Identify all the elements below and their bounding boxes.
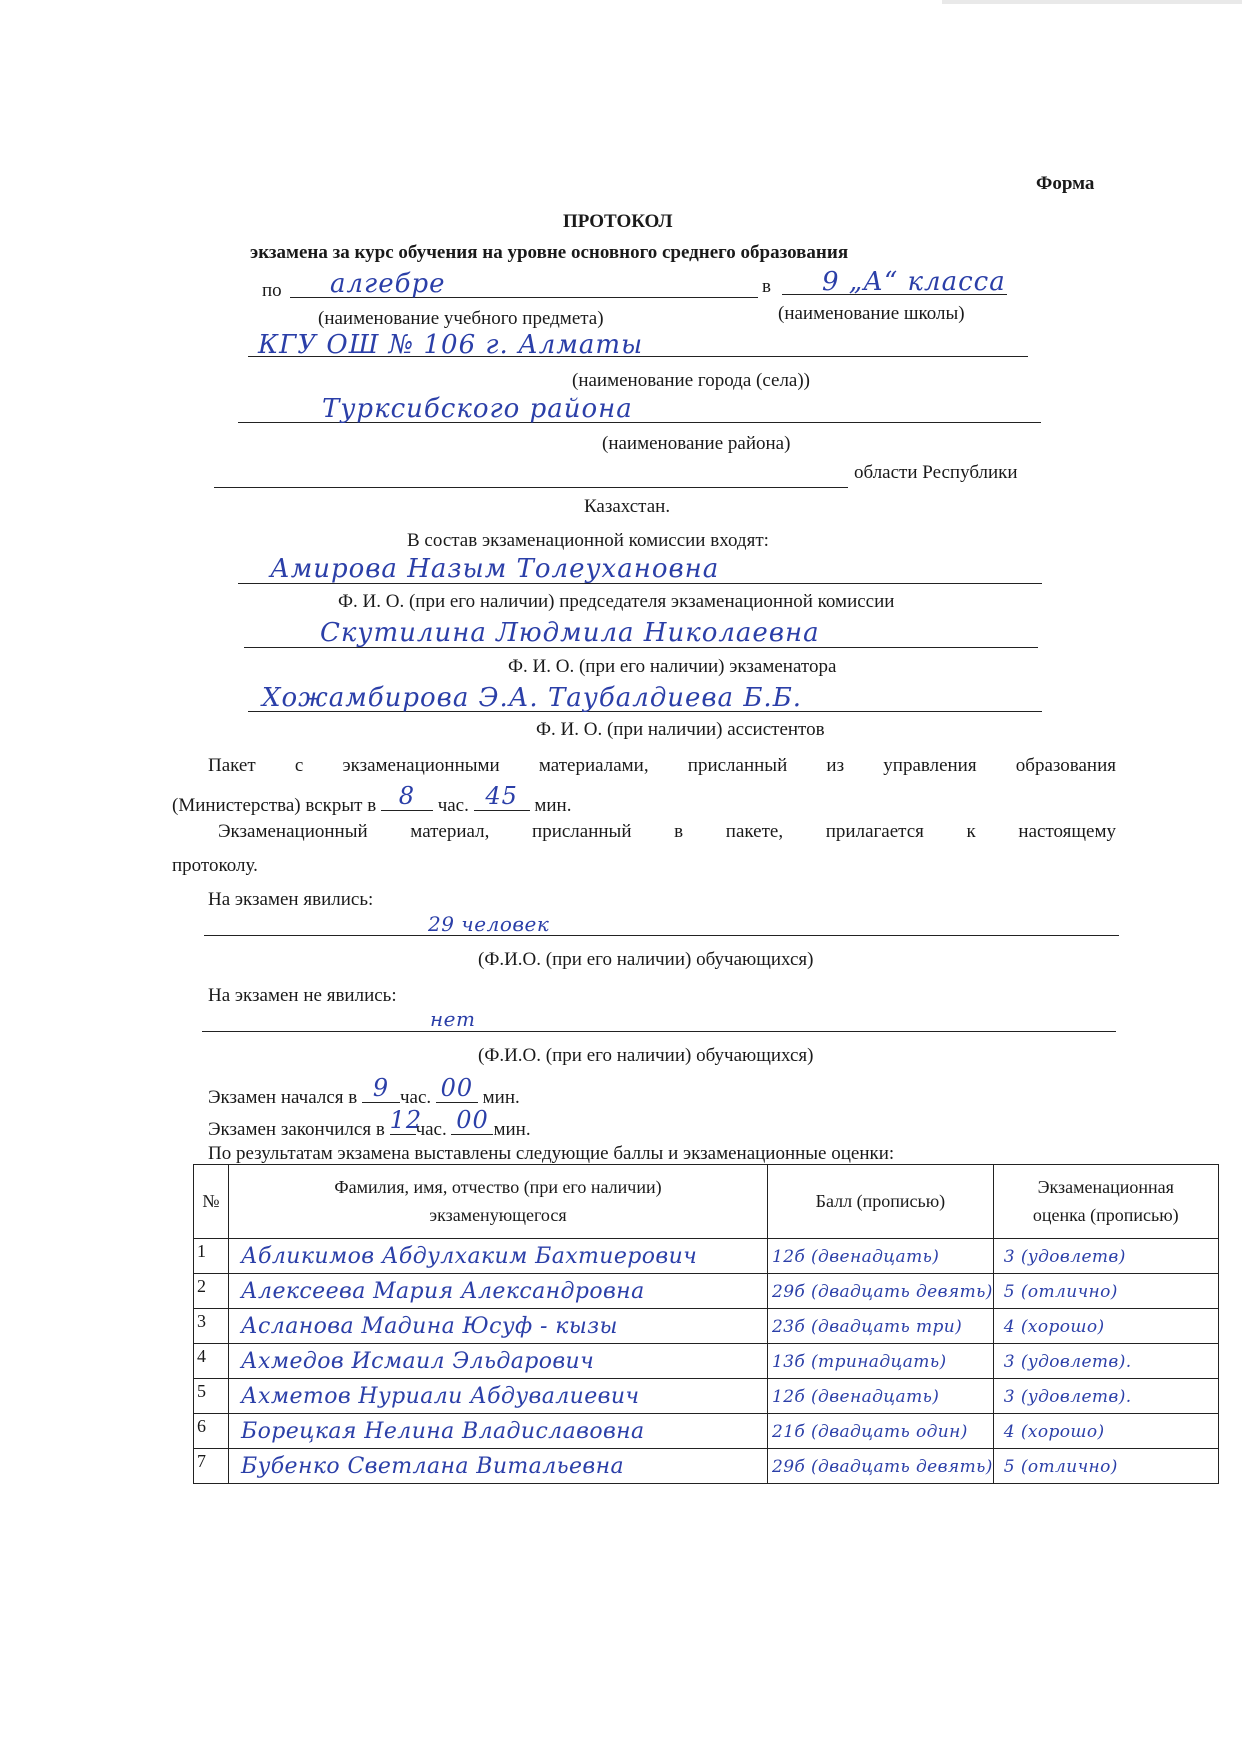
student-name: Ахметов Нуриали Абдувалиевич <box>241 1383 640 1409</box>
attended-label: На экзамен явились: <box>208 889 374 910</box>
results-table <box>193 1164 1219 1484</box>
region-line <box>214 487 848 488</box>
grade-value-cell <box>993 1379 1218 1414</box>
table-row <box>194 1414 1219 1449</box>
row-number-cell <box>194 1379 229 1414</box>
grade-value-cell <box>993 1344 1218 1379</box>
table-row <box>194 1449 1219 1484</box>
class-prefix: в <box>762 276 771 297</box>
end-line <box>208 1106 531 1140</box>
student-name-cell <box>229 1239 768 1274</box>
table-row <box>194 1274 1219 1309</box>
commission-heading: В состав экзаменационной комиссии входят: <box>407 530 769 551</box>
grade-value-cell <box>993 1274 1218 1309</box>
absent-label: На экзамен не явились: <box>208 985 397 1006</box>
package-text-b: час. <box>437 795 469 816</box>
start-text-c: мин. <box>482 1087 520 1108</box>
end-text-c: мин. <box>493 1119 531 1140</box>
row-number-cell <box>194 1449 229 1484</box>
examiner-caption: Ф. И. О. (при его наличии) экзаменатора <box>508 656 837 677</box>
package-hour: 8 <box>398 782 416 810</box>
score-value-cell <box>768 1309 994 1344</box>
school-value: КГУ ОШ № 106 г. Алматы <box>258 330 644 360</box>
assistants-caption: Ф. И. О. (при наличии) ассистентов <box>536 719 825 740</box>
start-text-a: Экзамен начался в <box>208 1087 358 1108</box>
row-number: 5 <box>197 1381 206 1401</box>
absent-value: нет <box>430 1007 476 1031</box>
subject-prefix: по <box>262 280 282 301</box>
start-text-b: час. <box>399 1087 432 1108</box>
row-number: 3 <box>197 1311 206 1331</box>
package-text-a: (Министерства) вскрыт в <box>172 795 377 816</box>
chairman-value: Амирова Назым Толеухановна <box>270 554 720 584</box>
student-name-cell <box>229 1379 768 1414</box>
grade-value-cell <box>993 1309 1218 1344</box>
score-value: 29б (двадцать девять) <box>772 1281 993 1302</box>
student-name: Асланова Мадина Юсуф - кызы <box>241 1313 618 1339</box>
chairman-caption: Ф. И. О. (при его наличии) председателя экзаменационной комиссии <box>338 591 895 612</box>
package-min-blank <box>474 782 530 811</box>
col-no-header: № <box>194 1165 229 1239</box>
row-number: 4 <box>197 1346 206 1366</box>
subject-caption: (наименование учебного предмета) <box>318 308 604 329</box>
student-name-cell <box>229 1309 768 1344</box>
student-name-cell <box>229 1449 768 1484</box>
row-number-cell <box>194 1309 229 1344</box>
row-number: 1 <box>197 1241 206 1261</box>
grade-value: 3 (удовлетв). <box>1003 1386 1132 1407</box>
score-value-cell <box>768 1449 994 1484</box>
grade-value: 5 (отлично) <box>1003 1281 1118 1302</box>
attended-line <box>204 935 1119 936</box>
material-line-1: Экзаменационный материал, присланный в пакете, прилагается к настоящему <box>218 821 1116 842</box>
attended-caption: (Ф.И.О. (при его наличии) обучающихся) <box>478 949 814 970</box>
start-line <box>208 1074 520 1108</box>
district-caption: (наименование района) <box>602 433 791 454</box>
examiner-value: Скутилина Людмила Николаевна <box>320 618 820 648</box>
end-min: 00 <box>456 1106 489 1134</box>
student-name: Борецкая Нелина Владиславовна <box>241 1418 645 1444</box>
package-text-c: мин. <box>534 795 572 816</box>
document-title: ПРОТОКОЛ <box>563 211 673 232</box>
assistants-value: Хожамбирова Э.А. Таубалдиева Б.Б. <box>262 683 803 713</box>
grade-value: 3 (удовлетв). <box>1003 1351 1132 1372</box>
score-value: 12б (двенадцать) <box>772 1386 940 1407</box>
score-value: 21б (двадцать один) <box>772 1421 968 1442</box>
end-hour-blank <box>389 1106 423 1135</box>
row-number-cell <box>194 1344 229 1379</box>
score-value-cell <box>768 1274 994 1309</box>
score-value: 12б (двенадцать) <box>772 1246 940 1267</box>
grade-value-cell <box>993 1239 1218 1274</box>
student-name-cell <box>229 1274 768 1309</box>
table-row <box>194 1239 1219 1274</box>
start-min: 00 <box>440 1074 474 1102</box>
absent-line <box>202 1031 1116 1032</box>
package-line-2 <box>172 782 572 816</box>
col-name-header: Фамилия, имя, отчество (при его наличии) экзаменующегося <box>229 1165 768 1239</box>
country: Казахстан. <box>584 496 671 517</box>
grade-value: 4 (хорошо) <box>1003 1316 1105 1337</box>
material-line-2: протоколу. <box>172 855 258 876</box>
row-number: 2 <box>197 1276 206 1296</box>
absent-caption: (Ф.И.О. (при его наличии) обучающихся) <box>478 1045 814 1066</box>
student-name: Ахмедов Исмаил Эльдарович <box>241 1348 595 1374</box>
grade-value: 5 (отлично) <box>1003 1456 1118 1477</box>
grade-value: 4 (хорошо) <box>1003 1421 1105 1442</box>
end-min-blank <box>451 1106 493 1135</box>
row-number-cell <box>194 1414 229 1449</box>
row-number: 7 <box>197 1451 206 1471</box>
start-min-blank <box>436 1074 478 1103</box>
end-text-a: Экзамен закончился в <box>208 1119 385 1140</box>
district-value: Турксибского района <box>322 394 633 424</box>
row-number: 6 <box>197 1416 206 1436</box>
student-name: Абликимов Абдулхаким Бахтиерович <box>241 1243 698 1269</box>
end-text-b: час. <box>415 1119 447 1140</box>
package-min: 45 <box>485 782 518 810</box>
col-score-header: Балл (прописью) <box>768 1165 994 1239</box>
table-row <box>194 1344 1219 1379</box>
score-value-cell <box>768 1239 994 1274</box>
score-value-cell <box>768 1344 994 1379</box>
start-hour: 9 <box>372 1074 390 1102</box>
score-value: 29б (двадцать девять) <box>772 1456 993 1477</box>
table-body <box>194 1239 1219 1484</box>
score-value-cell <box>768 1414 994 1449</box>
student-name: Алексеева Мария Александровна <box>241 1278 645 1304</box>
score-value: 13б (тринадцать) <box>772 1351 947 1372</box>
subject-value: алгебре <box>330 269 446 299</box>
end-hour: 12 <box>389 1106 423 1134</box>
student-name-cell <box>229 1344 768 1379</box>
grade-value: 3 (удовлетв) <box>1003 1246 1126 1267</box>
form-label: Форма <box>1036 173 1095 194</box>
scan-edge <box>942 0 1242 4</box>
results-intro: По результатам экзамена выставлены следующие баллы и экзаменационные оценки: <box>208 1143 895 1164</box>
row-number-cell <box>194 1274 229 1309</box>
package-line-1: Пакет с экзаменационными материалами, присланный из управления образования <box>208 755 1116 776</box>
student-name-cell <box>229 1414 768 1449</box>
student-name: Бубенко Светлана Витальевна <box>241 1453 625 1479</box>
row-number-cell <box>194 1239 229 1274</box>
grade-value-cell <box>993 1449 1218 1484</box>
city-caption: (наименование города (села)) <box>572 370 811 391</box>
region-suffix: области Республики <box>854 462 1018 483</box>
school-caption: (наименование школы) <box>778 303 965 324</box>
score-value-cell <box>768 1379 994 1414</box>
table-row <box>194 1309 1219 1344</box>
col-grade-header: Экзаменационная оценка (прописью) <box>993 1165 1218 1239</box>
class-value: 9 „А“ класса <box>822 267 1006 297</box>
start-hour-blank <box>362 1074 400 1103</box>
document-subtitle: экзамена за курс обучения на уровне основного среднего образования <box>250 242 849 263</box>
package-hour-blank <box>381 782 433 811</box>
grade-value-cell <box>993 1414 1218 1449</box>
table-header-row <box>194 1165 1219 1239</box>
attended-value: 29 человек <box>428 912 550 936</box>
table-row <box>194 1379 1219 1414</box>
score-value: 23б (двадцать три) <box>772 1316 963 1337</box>
